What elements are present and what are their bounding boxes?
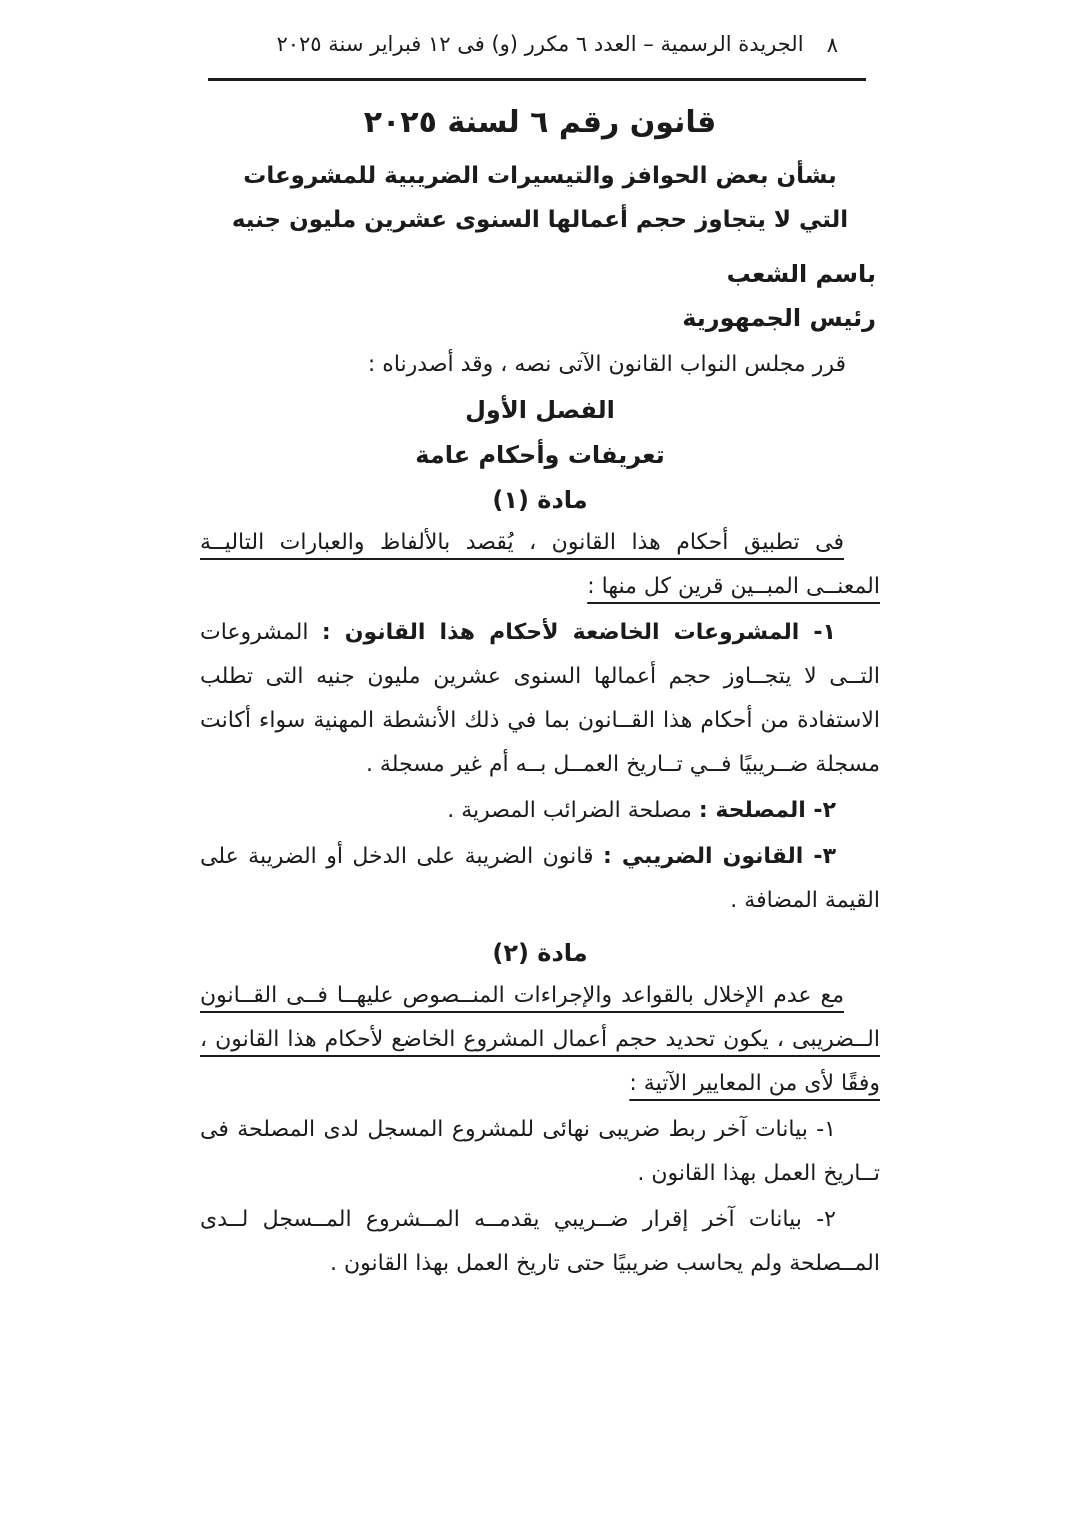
article-2-intro: مع عدم الإخلال بالقواعد والإجراءات المنــصوص عليهــا فــى القــانون الــضريبى ، يكون تحديد حجم أعمال المشروع الخاضع لأحكام هذا القانون ، وفقًا لأى من المعايير الآتية :	[200, 983, 880, 1097]
president-heading: رئيس الجمهورية	[682, 304, 876, 333]
article-1-intro: فى تطبيق أحكام هذا القانون ، يُقصد بالألفاظ والعبارات التاليــة المعنــى المبــين قرين كل منها :	[200, 530, 880, 600]
article-1-item-3-definition: قانون الضريبة على الدخل أو الضريبة على القيمة المضافة .	[200, 844, 880, 914]
law-subtitle: بشأن بعض الحوافز والتيسيرات الضريبية للمشروعات التي لا يتجاوز حجم أعمالها السنوى عشرين مليون جنيه	[231, 162, 849, 234]
article-2-item-2: ٢- بيانات آخر إقرار ضــريبي يقدمــه المــشروع المــسجل لــدى المــصلحة ولم يحاسب ضريبيًا حتى تاريخ العمل بهذا القانون .	[200, 1207, 880, 1277]
article-1-item-2-term: ٢- المصلحة :	[698, 798, 836, 824]
article-1-item-1-term: ١- المشروعات الخاضعة لأحكام هذا القانون :	[321, 620, 836, 646]
article-1-item-1	[200, 611, 880, 787]
gazette-running-title: الجريدة الرسمية – العدد ٦ مكرر (و) فى ١٢ فبراير سنة ٢٠٢٥	[276, 32, 804, 56]
article-1-heading: مادة (١)	[492, 486, 588, 515]
article-1-item-1-definition: المشروعات التــى لا يتجــاوز حجم أعمالها السنوى عشرين مليون جنيه التى تطلب الاستفادة من أحكام هذا القــانون بما في ذلك الأنشطة المهنية سواء أكانت مسجلة ضــريبيًا فــي تــاريخ العمــل بــه أم غير مسجلة .	[200, 620, 880, 778]
law-title: قانون رقم ٦ لسنة ٢٠٢٥	[363, 105, 717, 140]
preamble-text: قرر مجلس النواب القانون الآتى نصه ، وقد أصدرناه :	[367, 351, 846, 377]
article-1-item-2-definition: مصلحة الضرائب المصرية .	[447, 798, 699, 824]
page-content	[200, 0, 880, 1286]
page-number: ٨	[826, 33, 838, 57]
article-1-item-3	[200, 835, 880, 923]
page-header	[200, 32, 880, 64]
in-name-of-people-heading: باسم الشعب	[726, 260, 876, 289]
article-1-item-2	[200, 789, 880, 833]
article-2-item-1: ١- بيانات آخر ربط ضريبى نهائى للمشروع المسجل لدى المصلحة فى تــاريخ العمل بهذا القانون .	[200, 1117, 880, 1187]
article-1-item-3-term: ٣- القانون الضريبي :	[602, 844, 836, 870]
article-2-heading: مادة (٢)	[492, 939, 588, 968]
chapter-subtitle: تعريفات وأحكام عامة	[415, 441, 665, 470]
chapter-title: الفصل الأول	[465, 396, 615, 425]
header-divider	[208, 78, 866, 81]
